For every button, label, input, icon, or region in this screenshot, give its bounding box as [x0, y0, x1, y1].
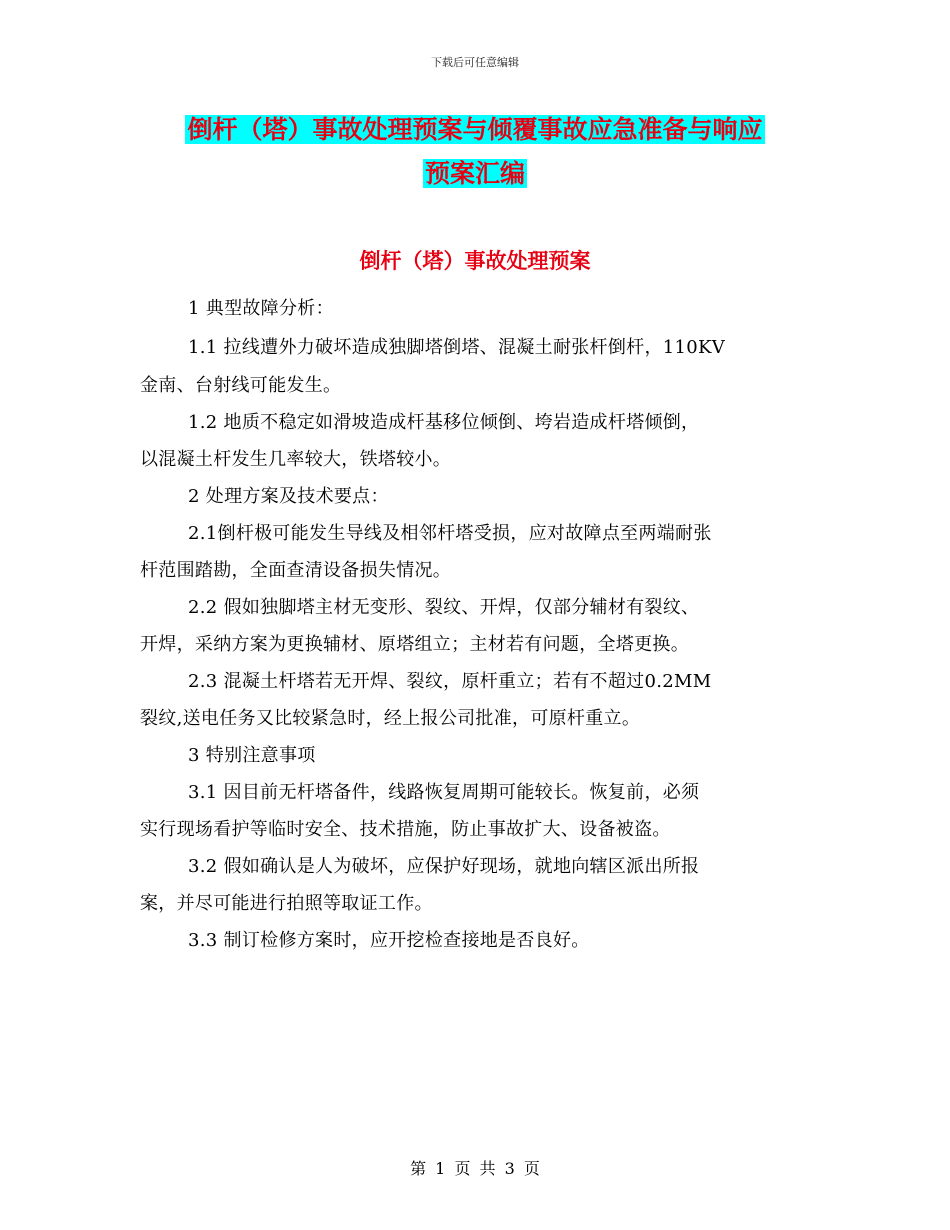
paragraph-2-1-line1: 2.1倒杆极可能发生导线及相邻杆塔受损，应对故障点至两端耐张 — [188, 523, 712, 544]
paragraph-heading-3: 3 特别注意事项 — [188, 745, 316, 766]
paragraph-2-2-line1: 2.2 假如独脚塔主材无变形、裂纹、开焊，仅部分辅材有裂纹、 — [188, 597, 700, 618]
page-footer: 第 1 页 共 3 页 — [410, 1159, 540, 1178]
paragraph-2-1-line2: 杆范围踏勘，全面查清设备损失情况。 — [140, 560, 452, 581]
paragraph-3-2-line2: 案，并尽可能进行拍照等取证工作。 — [140, 893, 433, 914]
paragraph-2-2-line2: 开焊，采纳方案为更换辅材、原塔组立；主材若有问题，全塔更换。 — [140, 634, 689, 655]
title-highlight-2: 预案汇编 — [424, 159, 525, 188]
paragraph-3-2-line1: 3.2 假如确认是人为破坏，应保护好现场，就地向辖区派出所报 — [188, 856, 700, 877]
paragraph-1-2-line2: 以混凝土杆发生几率较大，铁塔较小。 — [140, 449, 452, 470]
paragraph-2-3-line2: 裂纹,送电任务又比较紧急时，经上报公司批准，可原杆重立。 — [140, 708, 641, 729]
document-title-line2 — [0, 154, 950, 194]
paragraph-2-3-line1: 2.3 混凝土杆塔若无开焊、裂纹，原杆重立；若有不超过0.2MM — [188, 671, 712, 692]
paragraph-3-1-line1: 3.1 因目前无杆塔备件，线路恢复周期可能较长。恢复前，必须 — [188, 782, 700, 803]
paragraph-1-2-line1: 1.2 地质不稳定如滑坡造成杆基移位倾倒、垮岩造成杆塔倾倒， — [188, 412, 700, 433]
paragraph-heading-1: 1 典型故障分析： — [188, 298, 334, 319]
section-title: 倒杆（塔）事故处理预案 — [359, 249, 591, 273]
paragraph-1-1-line2: 金南、台射线可能发生。 — [140, 375, 342, 396]
document-title-line1 — [0, 110, 950, 150]
title-highlight-1: 倒杆（塔）事故处理预案与倾覆事故应急准备与响应 — [187, 115, 763, 144]
paragraph-3-3: 3.3 制订检修方案时，应开挖检查接地是否良好。 — [188, 930, 590, 951]
header-note: 下载后可任意编辑 — [431, 56, 519, 69]
paragraph-3-1-line2: 实行现场看护等临时安全、技术措施，防止事故扩大、设备被盗。 — [140, 819, 671, 840]
paragraph-1-1-line1: 1.1 拉线遭外力破坏造成独脚塔倒塔、混凝土耐张杆倒杆，110KV — [188, 337, 726, 358]
paragraph-heading-2: 2 处理方案及技术要点： — [188, 486, 389, 507]
